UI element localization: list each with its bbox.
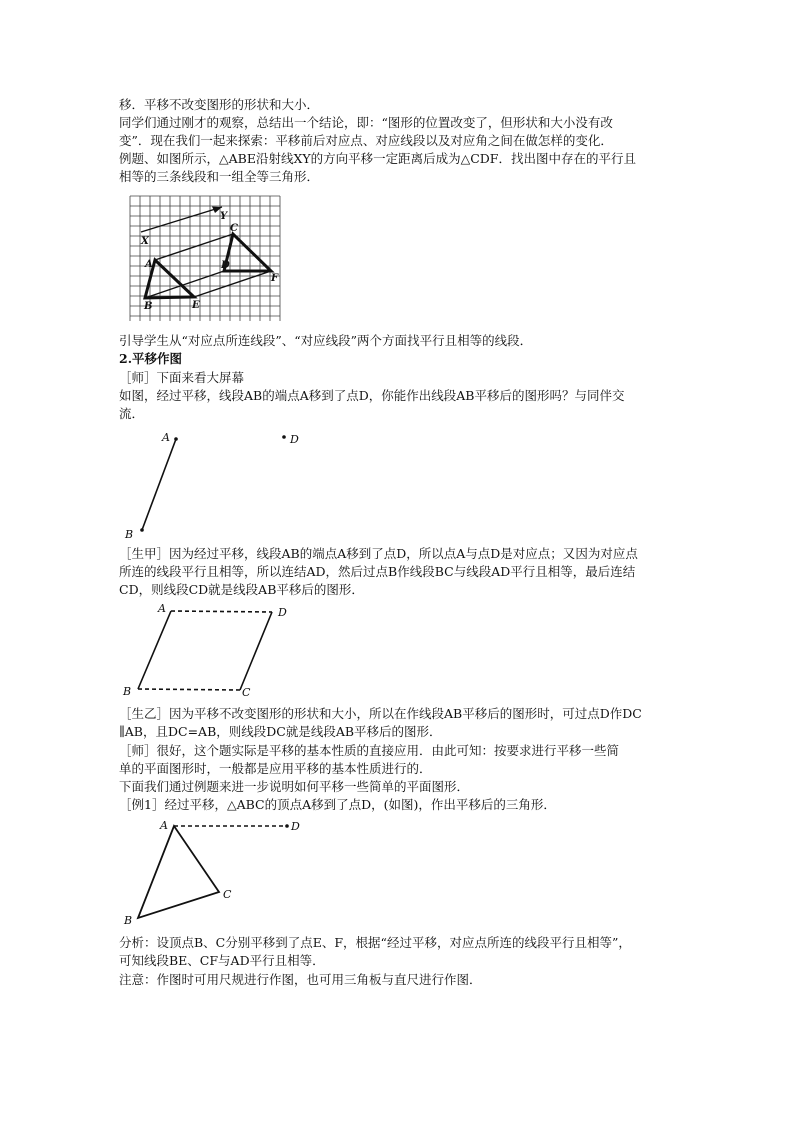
segment-ab <box>142 439 176 530</box>
segment-ad-dashed <box>171 611 272 612</box>
label-d: D <box>290 433 299 446</box>
text-line: ［师］下面来看大屏幕 <box>119 370 245 385</box>
text-line: 变”．现在我们一起来探索：平移前后对应点、对应线段以及对应角之间在做怎样的变化． <box>119 133 613 148</box>
segment-ab <box>138 611 171 689</box>
point-a <box>174 437 178 441</box>
label-d: D <box>291 820 300 833</box>
label-b: B <box>123 685 132 698</box>
label-a: A <box>162 431 170 444</box>
label-a: A <box>160 819 168 832</box>
label-d: D <box>221 260 230 271</box>
label-c: C <box>223 888 232 901</box>
label-c: C <box>242 686 251 699</box>
text-line: 移．平移不改变图形的形状和大小． <box>119 97 320 112</box>
text-line: 例题、如图所示，△ABE沿射线XY的方向平移一定距离后成为△CDF．找出图中存在的平行且 <box>119 151 636 166</box>
point-d <box>282 435 286 439</box>
text-line: 单的平面图形时，一般都是应用平移的基本性质进行的． <box>119 761 432 776</box>
text-line: 如图，经过平移，线段AB的端点A移到了点D，你能作出线段AB平移后的图形吗？与同伴交 <box>119 388 625 403</box>
text-line: 所连的线段平行且相等，所以连结AD，然后过点B作线段BC与线段AD平行且相等，最后连结 <box>119 564 636 579</box>
section-heading: 2.平移作图 <box>119 351 183 366</box>
label-e: E <box>192 300 200 311</box>
point-d <box>285 824 289 828</box>
text-line: CD，则线段CD就是线段AB平移后的图形． <box>119 582 364 597</box>
label-a: A <box>145 259 153 270</box>
label-b: B <box>125 528 134 541</box>
label-x: X <box>141 236 149 247</box>
label-b: B <box>144 301 153 312</box>
text-line: ［生乙］因为平移不改变图形的形状和大小，所以在作线段AB平移后的图形时，可过点D作DC <box>119 706 642 721</box>
label-b: B <box>124 914 133 927</box>
text-line: ［生甲］因为经过平移，线段AB的端点A移到了点D，所以点A与点D是对应点；又因为对应点 <box>119 546 638 561</box>
text-line: 引导学生从“对应点所连线段”、“对应线段”两个方面找平行且相等的线段． <box>119 333 533 348</box>
text-line: ［例1］经过平移，△ABC的顶点A移到了点D，(如图)，作出平移后的三角形． <box>119 797 556 812</box>
label-a: A <box>158 602 166 615</box>
label-f: F <box>271 273 279 284</box>
text-line: 流． <box>119 406 145 421</box>
text-line: 分析：设顶点B、C分别平移到了点E、F，根据“经过平移，对应点所连的线段平行且相等”， <box>119 935 631 950</box>
text-line: 同学们通过刚才的观察，总结出一个结论，即：“图形的位置改变了，但形状和大小没有改 <box>119 115 613 130</box>
label-c: C <box>230 223 238 234</box>
text-line: 注意：作图时可用尺规进行作图，也可用三角板与直尺进行作图． <box>119 972 482 987</box>
text-line: ∥AB，且DC=AB，则线段DC就是线段AB平移后的图形． <box>119 724 442 739</box>
text-line: 可知线段BE、CF与AD平行且相等． <box>119 953 325 968</box>
triangle-abc <box>138 826 219 918</box>
text-line: ［师］很好，这个题实际是平移的基本性质的直接应用．由此可知：按要求进行平移一些简 <box>119 743 620 758</box>
label-y: Y <box>220 211 228 222</box>
label-d: D <box>278 606 287 619</box>
point-b <box>140 528 144 532</box>
text-line: 下面我们通过例题来进一步说明如何平移一些简单的平面图形． <box>119 779 470 794</box>
segment-cd <box>240 612 272 690</box>
text-line: 相等的三条线段和一组全等三角形． <box>119 169 320 184</box>
segment-bc-dashed <box>138 689 240 690</box>
